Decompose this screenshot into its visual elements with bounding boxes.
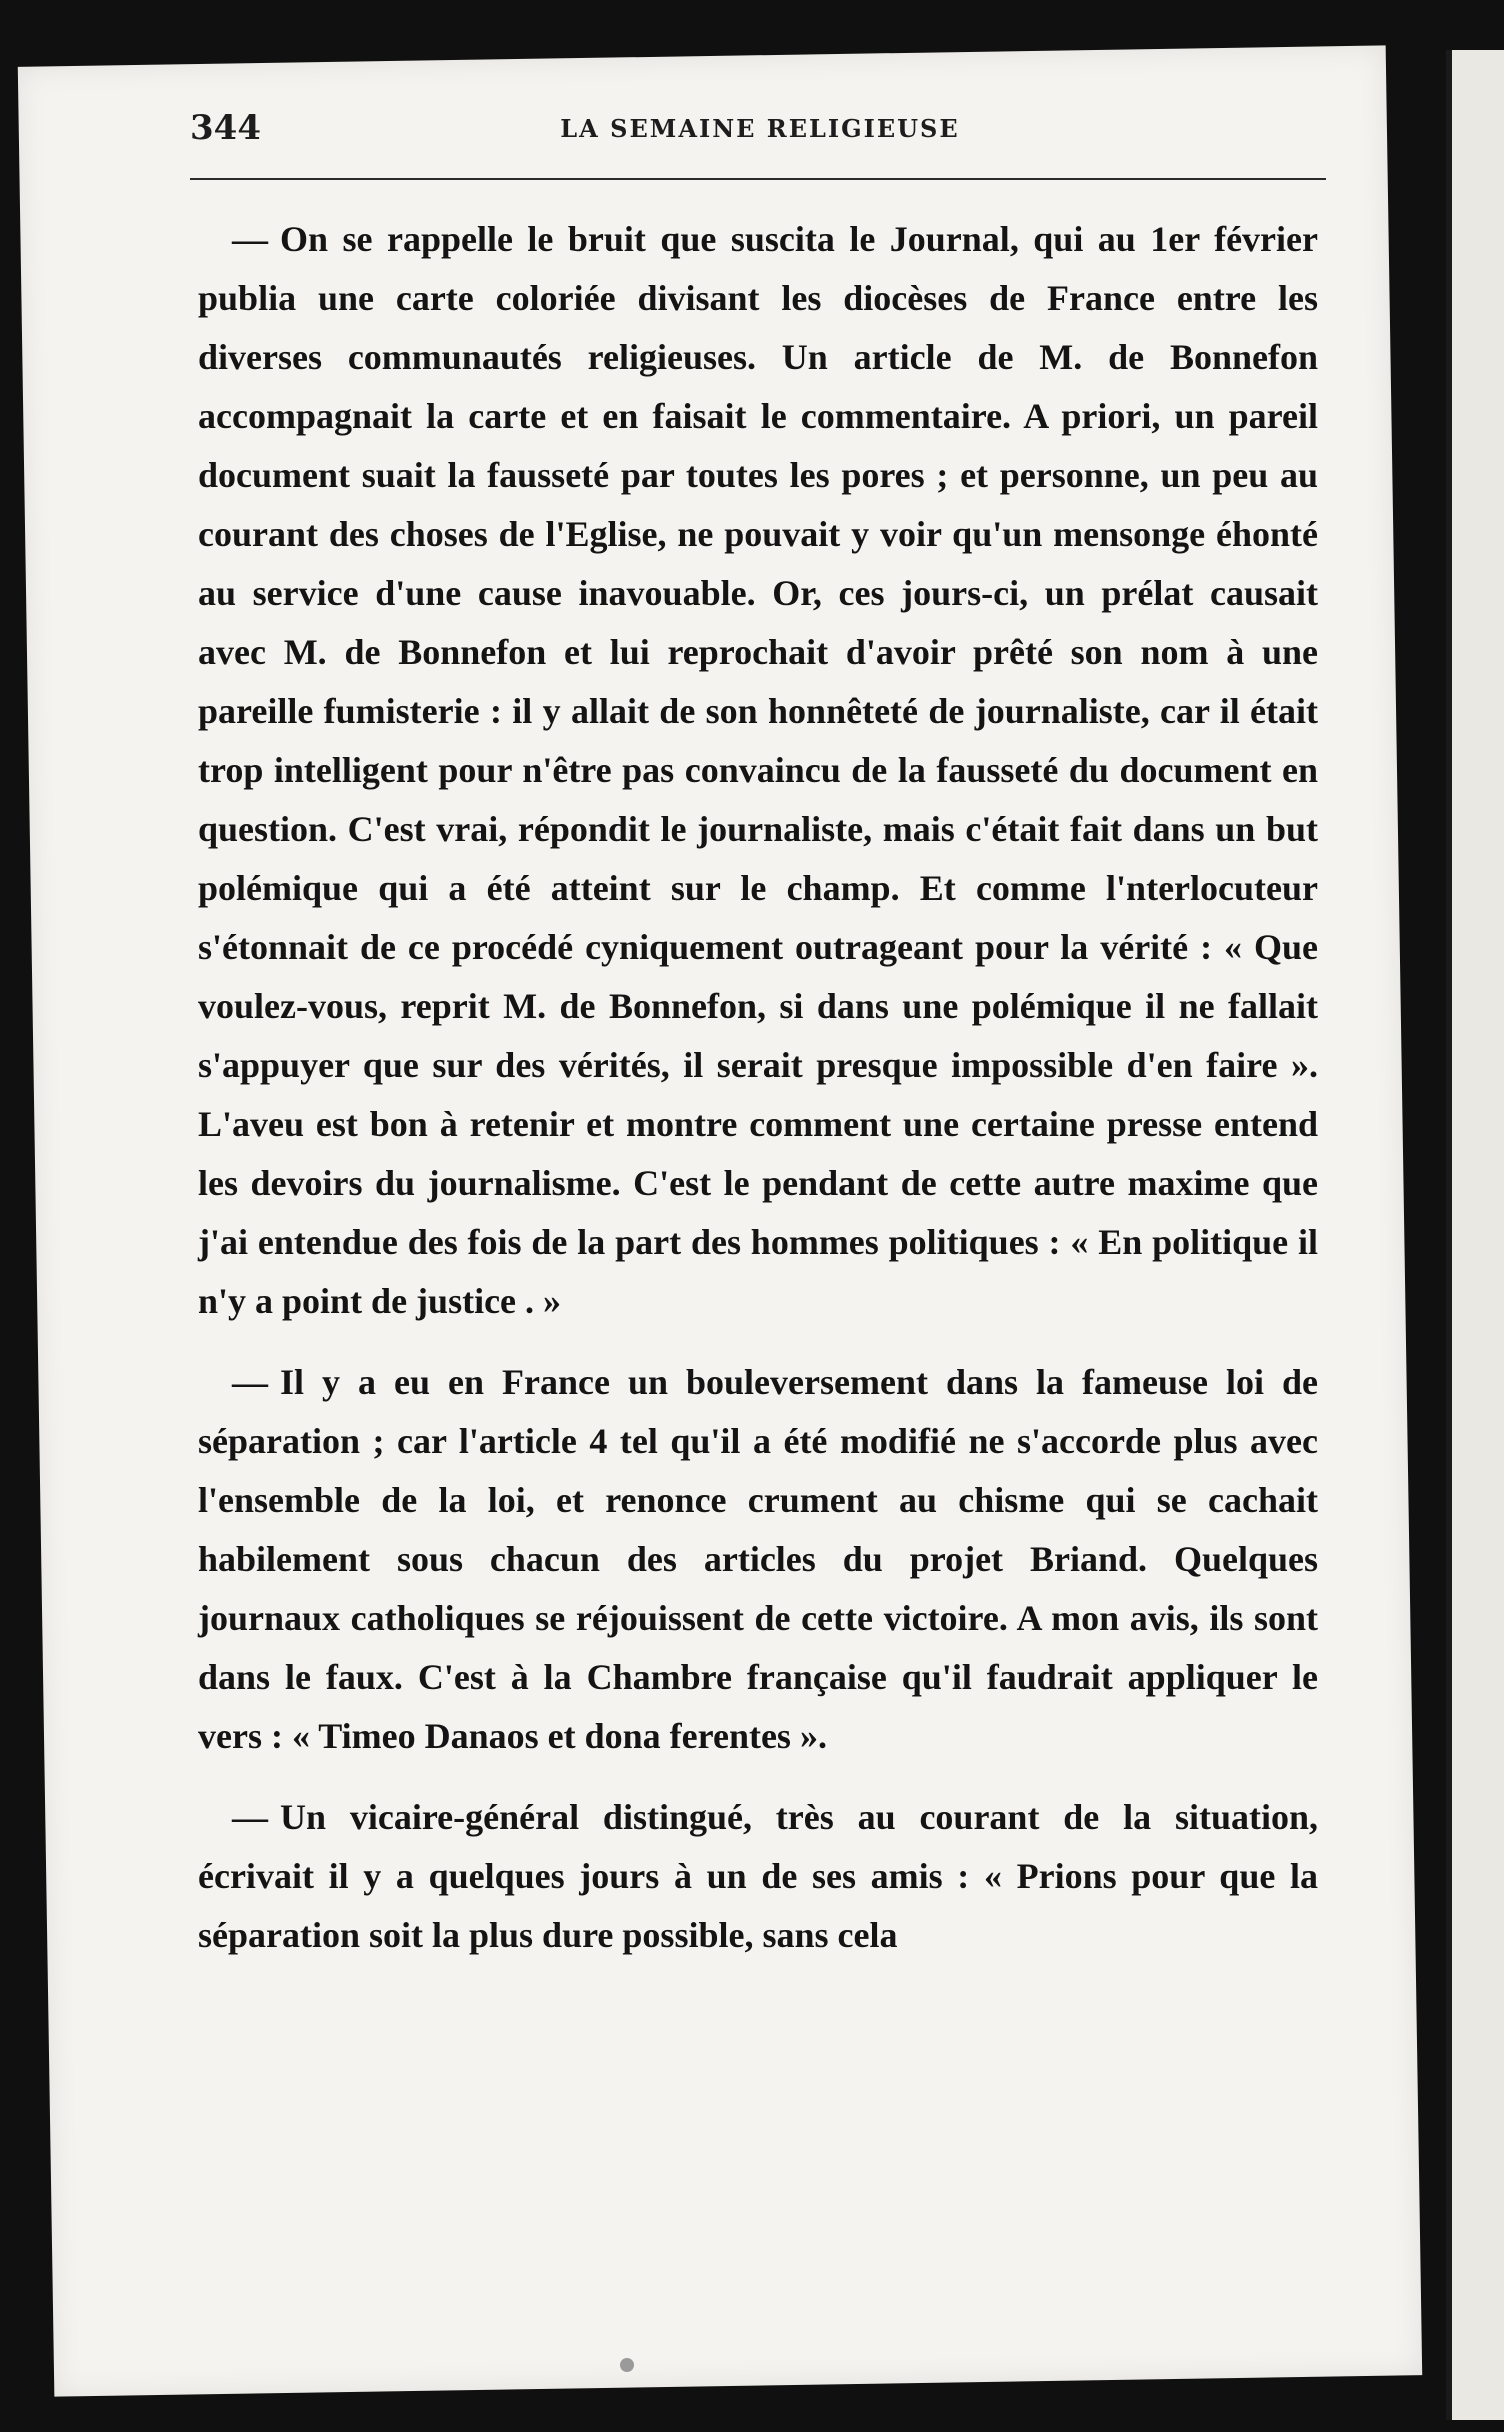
paragraph-separation-law — [198, 1353, 1318, 1766]
paragraph-dash: — — [232, 219, 268, 259]
article-body — [198, 210, 1318, 1987]
paragraph-text: On se rappelle le bruit que suscita le Journal, qui au 1er février publia une carte coloriée divisant les diocèses de France entre les diverses communautés religieuses. Un article de M. de Bonnefon accompagnait la carte et en faisait le commentaire. A priori, un pareil document suait la fausseté par toutes les pores ; et personne, un peu au courant des choses de l'Eglise, ne pouvait y voir qu'un mensonge éhonté au service d'une cause inavouable. Or, ces jours-ci, un prélat causait avec M. de Bonnefon et lui reprochait d'avoir prêté son nom à une pareille fumisterie : il y allait de son honnêteté de journaliste, car il était trop intelligent pour n'être pas convaincu de la fausseté du document en question. C'est vrai, répondit le journaliste, mais c'était fait dans un but polémique qui a été atteint sur le champ. Et comme l'nterlocuteur s'étonnait de ce procédé cyniquement outrageant pour la vérité : « Que voulez-vous, reprit M. de Bonnefon, si dans une polémique il ne fallait s'appuyer que sur des vérités, il serait presque impossible d'en faire ». L'aveu est bon à retenir et montre comment une certaine presse entend les devoirs du journalisme. C'est le pendant de cette autre maxime que j'ai entendue des fois de la part des hommes politiques : « En politique il n'y a point de justice . » — [198, 219, 1318, 1321]
paragraph-text: Il y a eu en France un bouleversement dans la fameuse loi de séparation ; car l'article 4 tel qu'il a été modifié ne s'accorde plus avec l'ensemble de la loi, et renonce crument au chisme qui se cachait habilement sous chacun des articles du projet Briand. Quelques journaux catholiques se réjouissent de cette victoire. A mon avis, ils sont dans le faux. C'est à la Chambre française qu'il faudrait appliquer le vers : « Timeo Danaos et dona ferentes ». — [198, 1362, 1318, 1756]
adjacent-page-edge — [1446, 50, 1504, 2420]
running-title: LA SEMAINE RELIGIEUSE — [560, 114, 960, 143]
paragraph-text: Un vicaire-général distingué, très au courant de la situation, écrivait il y a quelques jours à un de ses amis : « Prions pour que la séparation soit la plus dure possible, sans cela — [198, 1797, 1318, 1955]
page-header — [190, 108, 1330, 168]
page-number: 344 — [190, 108, 261, 148]
page-speck — [620, 2358, 634, 2372]
paragraph-dash: — — [232, 1362, 268, 1402]
header-rule — [190, 178, 1326, 180]
paragraph-vicar-general — [198, 1788, 1318, 1965]
paragraph-dash: — — [232, 1797, 268, 1837]
paragraph-journal-map — [198, 210, 1318, 1331]
